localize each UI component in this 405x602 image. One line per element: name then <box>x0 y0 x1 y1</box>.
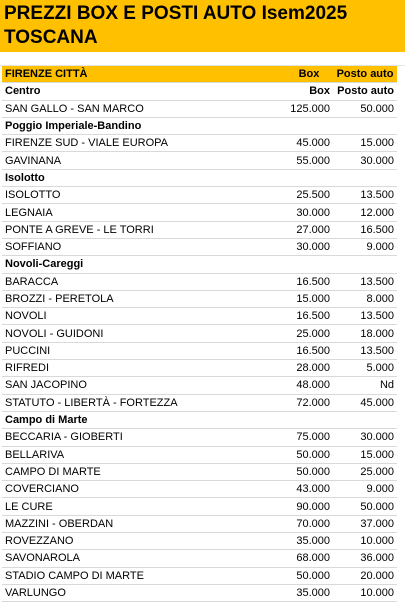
cell-box-price[interactable]: 50.000 <box>285 463 333 480</box>
table-row <box>2 394 397 411</box>
cell-posto-auto-price[interactable]: 36.000 <box>333 550 397 567</box>
cell-area[interactable]: Poggio Imperiale-Bandino <box>2 117 285 134</box>
cell-area[interactable]: VARLUNGO <box>2 584 285 601</box>
cell-area[interactable]: BECCARIA - GIOBERTI <box>2 429 285 446</box>
table-row <box>2 360 397 377</box>
table-row <box>2 446 397 463</box>
table-row <box>2 238 397 255</box>
cell-box-price[interactable] <box>285 169 333 186</box>
table-row <box>2 377 397 394</box>
cell-area[interactable]: FIRENZE SUD - VIALE EUROPA <box>2 135 285 152</box>
cell-box-price[interactable] <box>285 256 333 273</box>
cell-area[interactable]: BARACCA <box>2 273 285 290</box>
cell-box-price[interactable]: 48.000 <box>285 377 333 394</box>
table-row <box>2 273 397 290</box>
cell-posto-auto-price[interactable]: 30.000 <box>333 152 397 169</box>
cell-posto-auto-price[interactable]: 30.000 <box>333 429 397 446</box>
cell-area[interactable]: NOVOLI <box>2 308 285 325</box>
cell-posto-auto-price[interactable]: 25.000 <box>333 463 397 480</box>
table-row <box>2 515 397 532</box>
sheet-subtitle: TOSCANA <box>4 27 98 48</box>
cell-box-price[interactable]: 72.000 <box>285 394 333 411</box>
header-posto-auto[interactable]: Posto auto <box>333 66 397 83</box>
cell-area[interactable]: Novoli-Careggi <box>2 256 285 273</box>
cell-posto-auto-price[interactable]: 18.000 <box>333 325 397 342</box>
cell-posto-auto-price[interactable] <box>333 117 397 134</box>
cell-posto-auto-price[interactable]: Posto auto <box>333 83 397 100</box>
cell-posto-auto-price[interactable] <box>333 169 397 186</box>
cell-box-price[interactable]: 15.000 <box>285 290 333 307</box>
header-area[interactable]: FIRENZE CITTÀ <box>2 66 285 83</box>
cell-posto-auto-price[interactable]: 45.000 <box>333 394 397 411</box>
cell-posto-auto-price[interactable]: 16.500 <box>333 221 397 238</box>
cell-posto-auto-price[interactable]: 10.000 <box>333 584 397 601</box>
cell-area[interactable]: GAVINANA <box>2 152 285 169</box>
cell-posto-auto-price[interactable]: 10.000 <box>333 533 397 550</box>
header-box[interactable]: Box <box>285 66 333 83</box>
cell-area[interactable]: PONTE A GREVE - LE TORRI <box>2 221 285 238</box>
cell-area[interactable]: STATUTO - LIBERTÀ - FORTEZZA <box>2 394 285 411</box>
cell-posto-auto-price[interactable]: 8.000 <box>333 290 397 307</box>
cell-area[interactable]: LE CURE <box>2 498 285 515</box>
cell-posto-auto-price[interactable]: 13.500 <box>333 342 397 359</box>
cell-box-price[interactable]: 35.000 <box>285 584 333 601</box>
cell-area[interactable]: PUCCINI <box>2 342 285 359</box>
cell-posto-auto-price[interactable]: 13.500 <box>333 308 397 325</box>
cell-box-price[interactable]: 35.000 <box>285 533 333 550</box>
table-row <box>2 463 397 480</box>
cell-box-price[interactable]: 25.000 <box>285 325 333 342</box>
cell-posto-auto-price[interactable]: 15.000 <box>333 135 397 152</box>
group-header-row <box>2 411 397 428</box>
spacer-row <box>0 52 405 66</box>
table-body <box>2 83 397 602</box>
cell-area[interactable]: SOFFIANO <box>2 238 285 255</box>
cell-posto-auto-price[interactable]: 20.000 <box>333 567 397 584</box>
cell-area[interactable]: Campo di Marte <box>2 411 285 428</box>
cell-posto-auto-price[interactable]: 9.000 <box>333 481 397 498</box>
table-row <box>2 550 397 567</box>
table-row <box>2 152 397 169</box>
cell-box-price[interactable]: 25.500 <box>285 187 333 204</box>
table-row <box>2 498 397 515</box>
table-row <box>2 100 397 117</box>
cell-box-price[interactable] <box>285 117 333 134</box>
cell-posto-auto-price[interactable]: 15.000 <box>333 446 397 463</box>
cell-box-price[interactable]: 16.500 <box>285 342 333 359</box>
cell-area[interactable]: SAN JACOPINO <box>2 377 285 394</box>
cell-posto-auto-price[interactable]: 5.000 <box>333 360 397 377</box>
group-header-row <box>2 169 397 186</box>
cell-area[interactable]: SAN GALLO - SAN MARCO <box>2 100 285 117</box>
cell-posto-auto-price[interactable]: 9.000 <box>333 238 397 255</box>
table-row <box>2 308 397 325</box>
cell-posto-auto-price[interactable]: 12.000 <box>333 204 397 221</box>
cell-box-price[interactable]: 30.000 <box>285 238 333 255</box>
table-row <box>2 325 397 342</box>
cell-box-price[interactable]: 68.000 <box>285 550 333 567</box>
table-row <box>2 481 397 498</box>
cell-area[interactable]: LEGNAIA <box>2 204 285 221</box>
cell-area[interactable]: CAMPO DI MARTE <box>2 463 285 480</box>
cell-area[interactable]: Isolotto <box>2 169 285 186</box>
cell-box-price[interactable]: 16.500 <box>285 273 333 290</box>
cell-area[interactable]: ISOLOTTO <box>2 187 285 204</box>
cell-posto-auto-price[interactable] <box>333 256 397 273</box>
cell-area[interactable]: SAVONAROLA <box>2 550 285 567</box>
cell-area[interactable]: MAZZINI - OBERDAN <box>2 515 285 532</box>
cell-box-price[interactable]: 50.000 <box>285 446 333 463</box>
cell-box-price[interactable]: 43.000 <box>285 481 333 498</box>
subheader-row <box>2 83 397 100</box>
table-row <box>2 567 397 584</box>
table-header-row <box>2 66 397 83</box>
cell-area[interactable]: BELLARIVA <box>2 446 285 463</box>
cell-box-price[interactable]: 70.000 <box>285 515 333 532</box>
cell-posto-auto-price[interactable]: 13.500 <box>333 187 397 204</box>
cell-box-price[interactable]: 50.000 <box>285 567 333 584</box>
group-header-row <box>2 117 397 134</box>
table-row <box>2 290 397 307</box>
cell-box-price[interactable]: Box <box>285 83 333 100</box>
sheet-title: PREZZI BOX E POSTI AUTO Isem2025 <box>4 3 348 24</box>
cell-box-price[interactable]: 28.000 <box>285 360 333 377</box>
cell-posto-auto-price[interactable]: Nd <box>333 377 397 394</box>
table-row <box>2 135 397 152</box>
cell-box-price[interactable]: 125.000 <box>285 100 333 117</box>
cell-box-price[interactable]: 45.000 <box>285 135 333 152</box>
cell-box-price[interactable]: 55.000 <box>285 152 333 169</box>
group-header-row <box>2 256 397 273</box>
table-row <box>2 342 397 359</box>
cell-box-price[interactable]: 30.000 <box>285 204 333 221</box>
cell-area[interactable]: NOVOLI - GUIDONI <box>2 325 285 342</box>
table-row <box>2 429 397 446</box>
cell-area[interactable]: ROVEZZANO <box>2 533 285 550</box>
cell-posto-auto-price[interactable]: 50.000 <box>333 498 397 515</box>
cell-area[interactable]: Centro <box>2 83 285 100</box>
cell-area[interactable]: BROZZI - PERETOLA <box>2 290 285 307</box>
cell-area[interactable]: STADIO CAMPO DI MARTE <box>2 567 285 584</box>
table-row <box>2 204 397 221</box>
cell-posto-auto-price[interactable]: 50.000 <box>333 100 397 117</box>
cell-posto-auto-price[interactable]: 13.500 <box>333 273 397 290</box>
cell-box-price[interactable]: 16.500 <box>285 308 333 325</box>
cell-posto-auto-price[interactable]: 37.000 <box>333 515 397 532</box>
table-row <box>2 533 397 550</box>
cell-box-price[interactable] <box>285 411 333 428</box>
price-table <box>2 66 397 602</box>
sheet-title-banner <box>0 0 405 52</box>
cell-box-price[interactable]: 75.000 <box>285 429 333 446</box>
cell-posto-auto-price[interactable] <box>333 411 397 428</box>
table-row <box>2 221 397 238</box>
cell-area[interactable]: COVERCIANO <box>2 481 285 498</box>
table-row <box>2 187 397 204</box>
cell-area[interactable]: RIFREDI <box>2 360 285 377</box>
cell-box-price[interactable]: 90.000 <box>285 498 333 515</box>
cell-box-price[interactable]: 27.000 <box>285 221 333 238</box>
table-row <box>2 584 397 601</box>
